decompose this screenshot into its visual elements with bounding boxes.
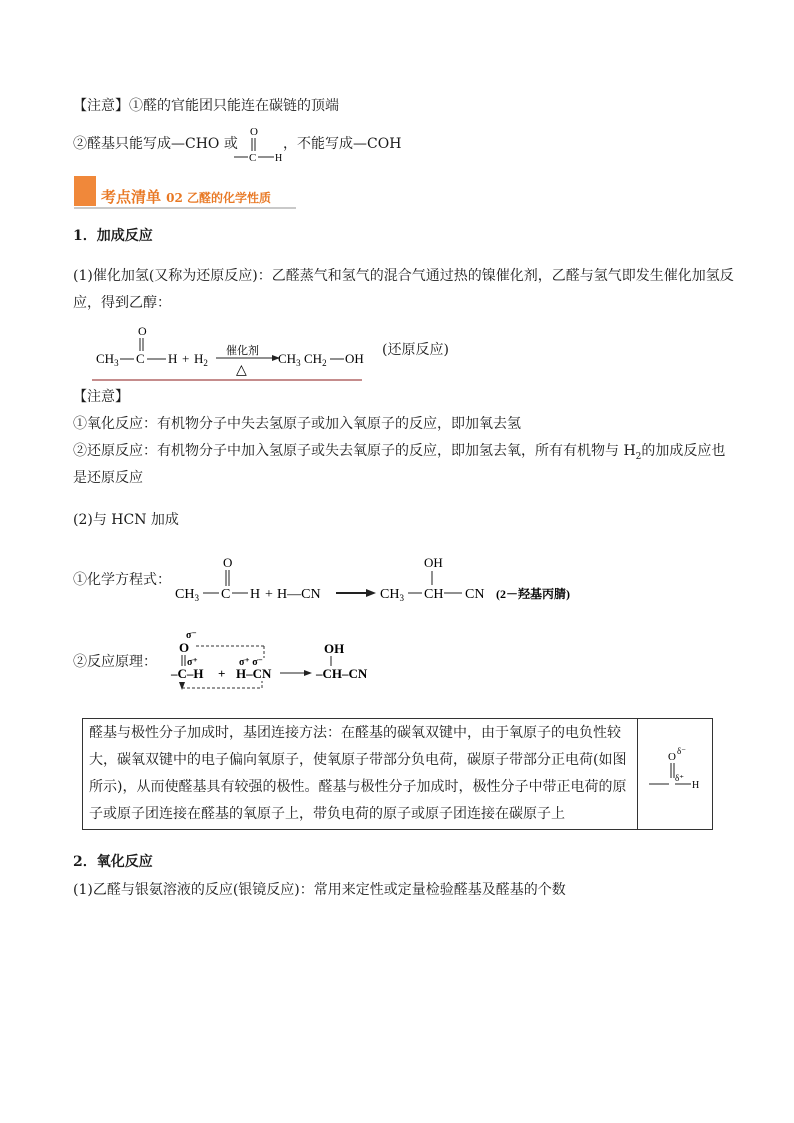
para2-title: (2)与 HCN 加成	[73, 512, 179, 528]
note1-prefix: 【注意】	[73, 98, 129, 114]
eq2-c: C	[221, 587, 231, 602]
para1-line2: 应，得到乙醇：	[73, 295, 171, 311]
note2-oxidation: ①氧化反应：有机物分子中失去氢原子或加入氧原子的反应，即加氧去氢	[73, 416, 521, 432]
note1-line1	[73, 96, 339, 116]
note2-reduction: ②还原反应：有机物分子中加入氢原子或失去氧原子的反应，即加氢去氧，所有有机物与 $H_2$的加成反应也	[73, 443, 726, 462]
struct-o: O	[250, 126, 258, 138]
heading-oxidation: 2．氧化反应	[73, 854, 153, 870]
eq3-hcn-charges: σ⁺ σ⁻	[239, 657, 263, 668]
eq3-o: O	[179, 640, 190, 655]
eq1-product-c: OH	[345, 351, 364, 366]
eq3-plus: +	[218, 666, 226, 681]
box-figure-cell	[638, 719, 713, 830]
box-line2: 大，碳氧双键中的电子偏向氧原子，使氧原子带部分负电荷，碳原子带部分正电荷(如图	[89, 752, 627, 768]
eq2-h: H	[250, 587, 261, 602]
fig-h: H	[692, 780, 700, 791]
struct-c: C	[249, 152, 257, 164]
eq2-ch3: $CH_3$	[175, 587, 199, 603]
box-text-cell	[83, 719, 638, 830]
eq2-product-ch3: $CH_3$	[380, 587, 404, 603]
eq2-oh: OH	[424, 555, 443, 570]
eq1-product-a: $CH_3$	[278, 351, 301, 368]
eq2-hcn: H—CN	[277, 587, 321, 602]
eq2-product-ch: CH	[424, 587, 444, 602]
fig-c-charge: δ⁺	[675, 773, 684, 783]
box-line3: 所示)，从而使醛基具有较强的极性。醛基与极性分子加成时，极性分子中带正电荷的原	[89, 779, 627, 795]
eq1-ch3: $CH_3$	[96, 351, 119, 368]
section-title: 考点清单	[101, 188, 162, 206]
eq2-plus: +	[265, 587, 273, 602]
eq1-product-b: $CH_2$	[304, 351, 327, 368]
eq3-hcn: H–CN	[236, 666, 272, 681]
aldehyde-polarity-figure	[639, 742, 711, 802]
eq3-c-charge: σ⁺	[187, 657, 198, 668]
note1-item1: ①醛的官能团只能连在碳链的顶端	[129, 98, 339, 114]
eq3-product-oh: OH	[324, 641, 345, 656]
eq2-product-name: (2－羟基丙腈)	[496, 587, 570, 601]
eq1-h2: $H_2$	[194, 351, 208, 368]
note1-line2	[73, 134, 238, 154]
struct-h: H	[275, 153, 283, 164]
eq2-o: O	[223, 555, 233, 570]
eq1-plus: +	[182, 351, 190, 366]
fig-o: O	[668, 751, 676, 763]
box-line1: 醛基与极性分子加成时，基团连接方法：在醛基的碳氧双键中，由于氧原子的电负性较	[89, 725, 621, 741]
eq2-label: ①化学方程式：	[73, 572, 171, 588]
section-subtitle: 02 乙醛的化学性质	[166, 191, 271, 205]
eq1-o: O	[138, 324, 147, 338]
note1-item2-b: ，不能写成—COH	[283, 136, 402, 152]
eq2-product-cn: CN	[465, 587, 485, 602]
para1-line1: (1)催化加氢(又称为还原反应)：乙醛蒸气和氢气的混合气通过热的镍催化剂，乙醛与氢气即发生催化加氢反	[73, 268, 734, 284]
section-underline	[74, 207, 296, 209]
fig-o-charge: δ⁻	[677, 746, 686, 756]
eq1-h: H	[168, 351, 178, 366]
eq3-product-chain: –CH–CN	[316, 666, 368, 681]
reaction-mechanism-diagram	[166, 628, 386, 692]
note2-prefix: 【注意】	[73, 389, 129, 405]
eq1-label: (还原反应)	[382, 342, 449, 358]
box-line4: 子或原子团连接在醛基的氧原子上，带负电荷的原子或原子团连接在碳原子上	[89, 806, 565, 822]
section-heading	[101, 186, 271, 207]
note2-reduction-line2: 是还原反应	[73, 470, 143, 486]
eq3-o-charge: σ⁻	[186, 630, 197, 641]
polarity-explanation-box	[82, 718, 713, 830]
heading-addition: 1．加成反应	[73, 228, 153, 244]
eq3-ch: –C–H	[171, 666, 204, 681]
eq1-c: C	[136, 351, 145, 366]
eq1-heat: △	[236, 363, 247, 378]
eq3-label: ②反应原理：	[73, 654, 157, 670]
note1-item2-a: ②醛基只能写成—CHO 或	[73, 136, 238, 152]
section-marker-icon	[74, 176, 96, 206]
hcn-addition-equation	[170, 554, 580, 608]
para3: (1)乙醛与银氨溶液的反应(银镜反应)：常用来定性或定量检验醛基及醛基的个数	[73, 882, 566, 898]
eq1-catalyst: 催化剂	[226, 345, 259, 357]
